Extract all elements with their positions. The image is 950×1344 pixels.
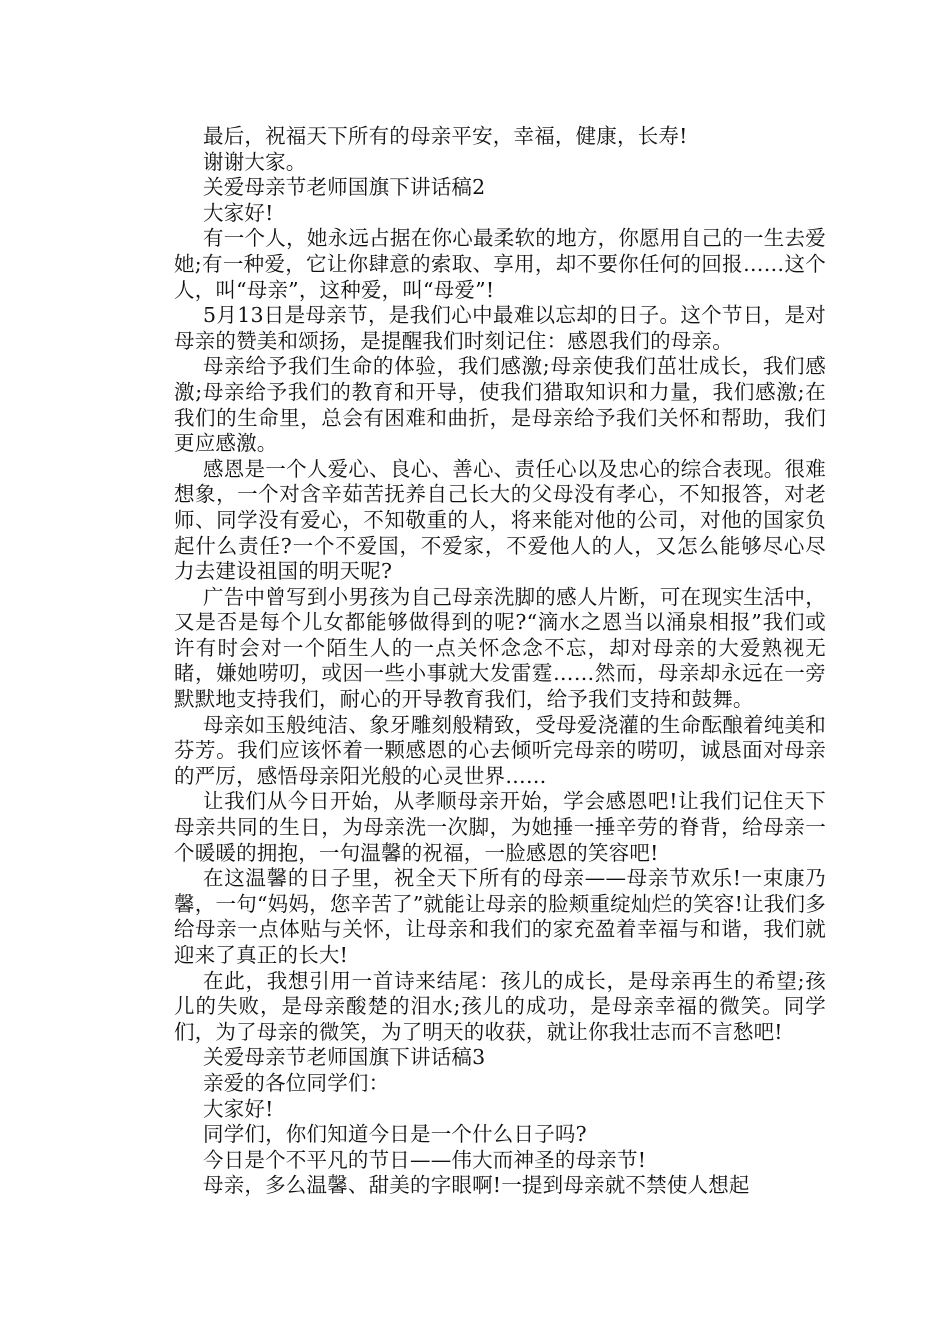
- speech-3-title: 关爱母亲节老师国旗下讲话稿3: [203, 1045, 486, 1070]
- body-paragraph: 同学们，你们知道今日是一个什么日子吗?: [203, 1122, 587, 1147]
- body-paragraph: 今日是个不平凡的节日——伟大而神圣的母亲节!: [203, 1147, 647, 1172]
- body-paragraph: 母亲给予我们生命的体验，我们感激;母亲使我们茁壮成长，我们感激;母亲给予我们的教育和开导，使我们猎取知识和力量，我们感激;在我们的生命里，总会有困难和曲折，是母亲给予我们关怀和帮助，我们更应感激。: [174, 354, 826, 456]
- body-paragraph: 母亲如玉般纯洁、象牙雕刻般精致，受母爱浇灌的生命酝酿着纯美和芬芳。我们应该怀着一颗感恩的心去倾听完母亲的唠叨，诚恳面对母亲的严厉，感悟母亲阳光般的心灵世界……: [174, 712, 826, 788]
- body-paragraph: 广告中曾写到小男孩为自己母亲洗脚的感人片断，可在现实生活中，又是否是每个儿女都能够做得到的呢?“滴水之恩当以涌泉相报”我们或许有时会对一个陌生人的一点关怀念念不忘，却对母亲的大爱熟视无睹，嫌她唠叨，或因一些小事就大发雷霆……然而，母亲却永远在一旁默默地支持我们，耐心的开导教育我们，给予我们支持和鼓舞。: [174, 584, 826, 712]
- salutation-paragraph: 亲爱的各位同学们：: [203, 1070, 390, 1095]
- thanks-paragraph: 谢谢大家。: [203, 149, 307, 174]
- greeting-paragraph: 大家好!: [203, 200, 274, 225]
- body-paragraph: 让我们从今日开始，从孝顺母亲开始，学会感恩吧!让我们记住天下母亲共同的生日，为母亲洗一次脚，为她捶一捶辛劳的脊背，给母亲一个暖暖的拥抱，一句温馨的祝福，一脸感恩的笑容吧!: [174, 789, 826, 865]
- body-paragraph: 5月13日是母亲节，是我们心中最难以忘却的日子。这个节日，是对母亲的赞美和颂扬，是提醒我们时刻记住：感恩我们的母亲。: [174, 303, 826, 353]
- body-paragraph: 有一个人，她永远占据在你心最柔软的地方，你愿用自己的一生去爱她;有一种爱，它让你肆意的索取、享用，却不要你任何的回报……这个人，叫“母亲”，这种爱，叫“母爱”!: [174, 226, 826, 302]
- body-paragraph: 在这温馨的日子里，祝全天下所有的母亲——母亲节欢乐!一束康乃馨，一句“妈妈，您辛苦了”就能让母亲的脸颊重绽灿烂的笑容!让我们多给母亲一点体贴与关怀，让母亲和我们的家充盈着幸福与和谐，我们就迎来了真正的长大!: [174, 866, 826, 967]
- document-body: [174, 124, 826, 1199]
- body-paragraph: 感恩是一个人爱心、良心、善心、责任心以及忠心的综合表现。很难想象，一个对含辛茹苦抚养自己长大的父母没有孝心，不知报答，对老师、同学没有爱心，不知敬重的人，将来能对他的公司，对他的国家负起什么责任?一个不爱国，不爱家，不爱他人的人，又怎么能够尽心尽力去建设祖国的明天呢?: [174, 456, 826, 584]
- greeting-paragraph: 大家好!: [203, 1096, 274, 1121]
- speech-2-title: 关爱母亲节老师国旗下讲话稿2: [203, 175, 486, 200]
- closing-wish-paragraph: 最后，祝福天下所有的母亲平安，幸福，健康，长寿!: [203, 124, 688, 148]
- body-paragraph: 母亲，多么温馨、甜美的字眼啊!一提到母亲就不禁使人想起: [203, 1173, 750, 1198]
- body-paragraph: 在此，我想引用一首诗来结尾：孩儿的成长，是母亲再生的希望;孩儿的失败，是母亲酸楚的泪水;孩儿的成功，是母亲幸福的微笑。同学们，为了母亲的微笑，为了明天的收获，就让你我壮志而不言愁吧!: [174, 968, 826, 1044]
